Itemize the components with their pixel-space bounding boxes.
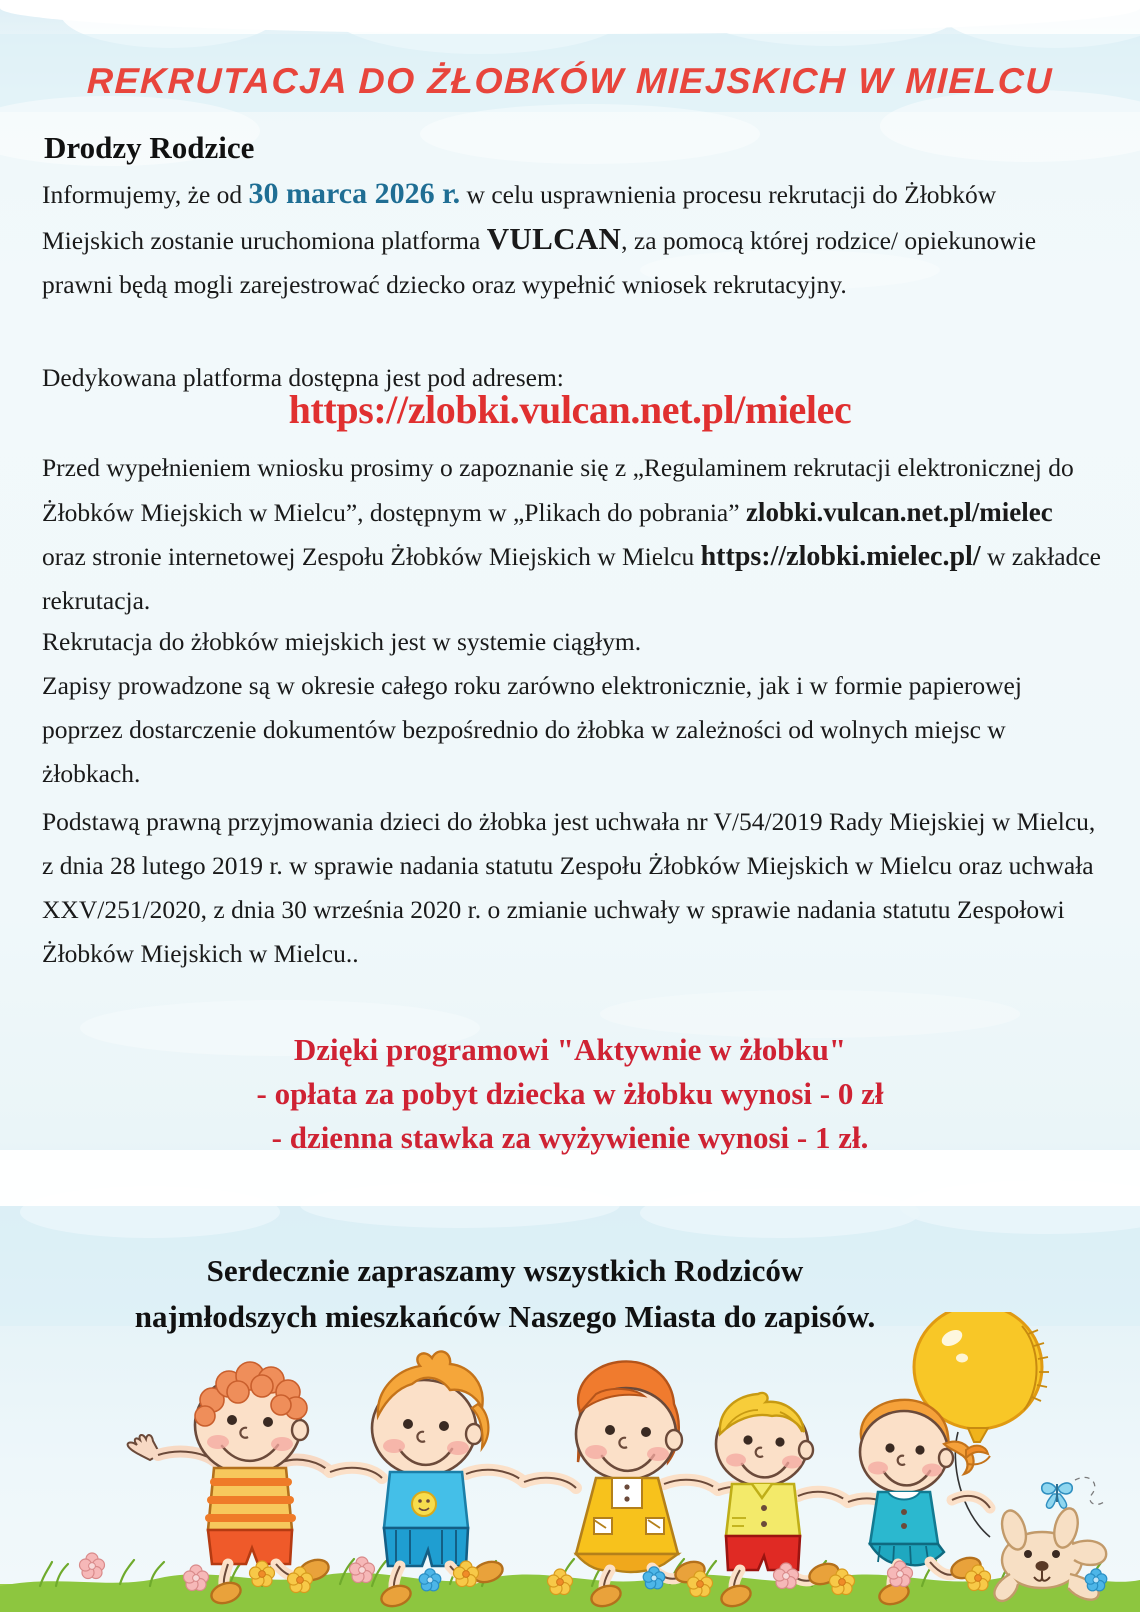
main-platform-url[interactable]: https://zlobki.vulcan.net.pl/mielec	[288, 387, 852, 432]
launch-date: 30 marca 2026 r.	[248, 177, 461, 210]
paragraph-intro	[42, 172, 1102, 307]
inline-url-zlobki-mielec[interactable]: https://zlobki.mielec.pl/	[700, 541, 981, 572]
salutation: Drodzy Rodzice	[44, 130, 255, 165]
invitation-block	[0, 1248, 1010, 1340]
paragraph-regulations	[42, 446, 1102, 623]
promo-line-1: Dzięki programowi "Aktywnie w żłobku"	[293, 1032, 847, 1067]
promo-block	[0, 1028, 1140, 1160]
paragraph-enrollment-forms: Zapisy prowadzone są w okresie całego roku zarówno elektronicznie, jak i w formie papierowej poprzez dostarczenie dokumentów bezpośrednio do żłobka w zależności od wolnych miejsc w żłobkach.	[42, 671, 1022, 788]
page-title: REKRUTACJA DO ŻŁOBKÓW MIEJSKICH W MIELCU	[86, 60, 1054, 101]
invitation-line-2: najmłodszych mieszkańców Naszego Miasta do zapisów.	[134, 1299, 876, 1334]
intro-text-before-date: Informujemy, że od	[42, 180, 249, 209]
regulations-text-part-3: w zakładce rekrutacja.	[42, 542, 1101, 615]
paragraph-platform-address: Dedykowana platforma dostępna jest pod adresem:	[42, 363, 564, 392]
regulations-text-part-2: oraz stronie internetowej Zespołu Żłobków Miejskich w Mielcu	[42, 542, 701, 571]
intro-text-after-date: w celu usprawnienia procesu rekrutacji do Żłobków Miejskich zostanie uruchomiona platforma	[42, 180, 997, 255]
platform-name: VULCAN	[486, 221, 622, 256]
regulations-text-part-1: Przed wypełnieniem wniosku prosimy o zapoznanie się z „Regulaminem rekrutacji elektronicznej do Żłobków Miejskich w Mielcu”, dostępnym w „Plikach do pobrania”	[42, 453, 1074, 527]
paragraph-legal-basis: Podstawą prawną przyjmowania dzieci do żłobka jest uchwała nr V/54/2019 Rady Miejskiej w Mielcu, z dnia 28 lutego 2019 r. w sprawie nadania statutu Zespołu Żłobków Miejskich w Mielcu oraz uchwała XXV/251/2020, z dnia 30 września 2020 r. o zmianie uchwały w sprawie nadania statutu Zespołowi Żłobków Miejskich w Mielcu..	[42, 807, 1096, 968]
inline-url-vulcan[interactable]: zlobki.vulcan.net.pl/mielec	[745, 497, 1053, 527]
paragraph-continuous-recruitment: Rekrutacja do żłobków miejskich jest w systemie ciągłym.	[42, 627, 642, 656]
promo-line-3: - dzienna stawka za wyżywienie wynosi - 1 zł.	[271, 1120, 869, 1155]
promo-line-2: - opłata za pobyt dziecka w żłobku wynosi - 0 zł	[256, 1076, 884, 1111]
invitation-line-1: Serdecznie zapraszamy wszystkich Rodziców	[206, 1253, 804, 1288]
intro-text-tail: , za pomocą której rodzice/ opiekunowie prawni będą mogli zarejestrować dziecko oraz wypełnić wniosek rekrutacyjny.	[42, 226, 1037, 299]
